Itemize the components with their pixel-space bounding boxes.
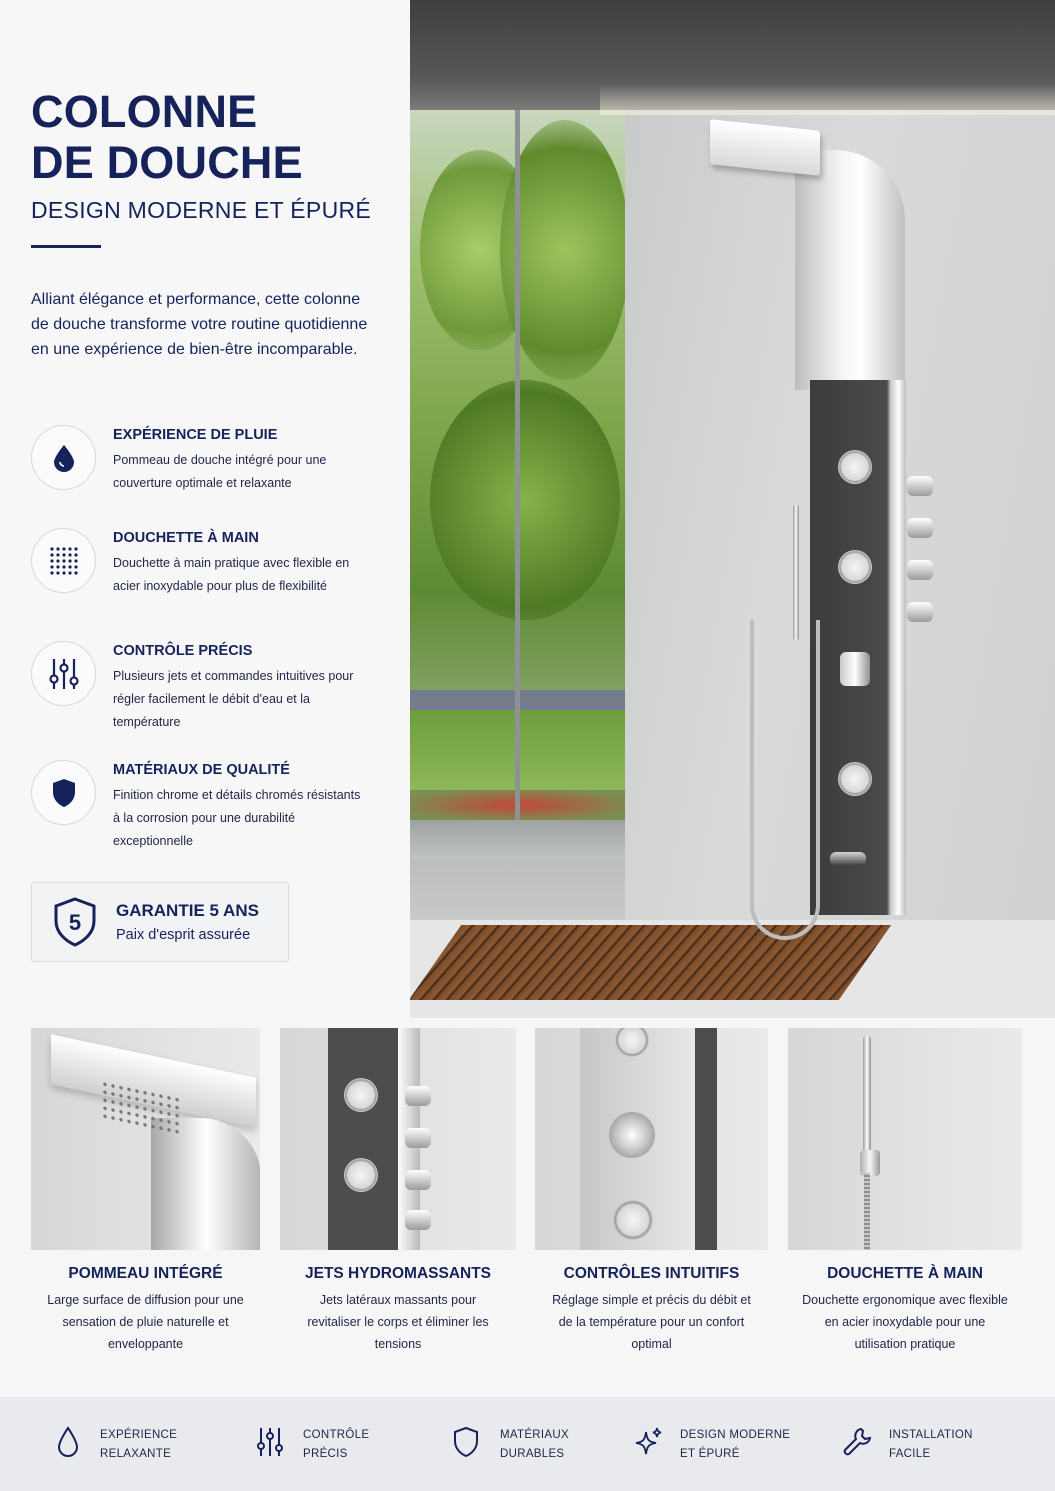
- shield-icon: [31, 760, 96, 825]
- footer-label-line2: ET ÉPURÉ: [680, 1448, 740, 1460]
- feature-description: Finition chrome et détails chromés résistants à la corrosion pour une durabilité exceptionnelle: [113, 788, 361, 848]
- shield-number-icon: [52, 897, 98, 952]
- footer-item-control: [256, 1424, 406, 1464]
- detail-card-jets: [280, 1028, 516, 1351]
- footer-label-line1: EXPÉRIENCE: [100, 1429, 178, 1441]
- detail-description: Large surface de diffusion pour une sensation de pluie naturelle et enveloppante: [47, 1293, 244, 1351]
- spout: [830, 852, 866, 866]
- massage-jet: [838, 550, 872, 584]
- feature-description: Pommeau de douche intégré pour une couverture optimale et relaxante: [113, 453, 327, 490]
- water-drop-icon: [56, 1426, 80, 1463]
- sliders-icon: [31, 641, 96, 706]
- detail-title: JETS HYDROMASSANTS: [304, 1265, 492, 1282]
- detail-card-headshower: [31, 1028, 260, 1351]
- feature-title: MATÉRIAUX DE QUALITÉ: [113, 762, 290, 778]
- footer-label-line2: DURABLES: [500, 1448, 565, 1460]
- feature-title: DOUCHETTE À MAIN: [113, 530, 259, 546]
- guarantee-title: GARANTIE 5 ANS: [116, 901, 259, 920]
- detail-card-controls: [535, 1028, 768, 1351]
- headshower-closeup: [31, 1028, 260, 1250]
- footer-label-line2: PRÉCIS: [303, 1448, 348, 1460]
- footer-item-design: [634, 1424, 804, 1464]
- handshower-closeup: [788, 1028, 1022, 1250]
- jets-closeup: [280, 1028, 516, 1250]
- controls-closeup: [535, 1028, 768, 1250]
- footer-item-installation: [842, 1424, 1012, 1464]
- feature-title: EXPÉRIENCE DE PLUIE: [113, 427, 278, 443]
- shower-panel-top: [795, 150, 905, 390]
- shower-hose: [750, 620, 820, 940]
- footer-item-relaxing: [56, 1424, 206, 1464]
- massage-jet: [838, 762, 872, 796]
- wrench-icon: [842, 1426, 872, 1463]
- sliders-icon: [256, 1426, 284, 1463]
- detail-description: Jets latéraux massants pour revitaliser le corps et éliminer les tensions: [307, 1293, 489, 1351]
- feature-title: CONTRÔLE PRÉCIS: [113, 643, 253, 659]
- feature-description: Douchette à main pratique avec flexible en acier inoxydable pour plus de flexibilité: [113, 556, 350, 593]
- footer-item-materials: [452, 1424, 602, 1464]
- intro-column: [0, 0, 410, 1018]
- page-title: [31, 86, 303, 188]
- intro-paragraph: Alliant élégance et performance, cette colonne de douche transforme votre routine quotidienne en une expérience de bien-être incomparable.: [31, 291, 368, 358]
- detail-description: Réglage simple et précis du débit et de la température pour un confort optimal: [552, 1293, 751, 1351]
- detail-title: DOUCHETTE À MAIN: [827, 1265, 983, 1282]
- footer-label-line2: RELAXANTE: [100, 1448, 172, 1460]
- page-subtitle: DESIGN MODERNE ET ÉPURÉ: [31, 197, 372, 223]
- water-drop-icon: [31, 425, 96, 490]
- hero-shower-image: [410, 0, 1055, 1018]
- footer-label-line1: DESIGN MODERNE: [680, 1429, 791, 1441]
- guarantee-badge: [31, 882, 289, 962]
- rain-grid-icon: [31, 528, 96, 593]
- title-line-2: DE DOUCHE: [31, 137, 303, 188]
- guarantee-subtitle: Paix d'esprit assurée: [116, 927, 251, 943]
- footer-benefits-bar: [0, 1397, 1055, 1491]
- footer-label-line1: CONTRÔLE: [303, 1429, 370, 1441]
- detail-description: Douchette ergonomique avec flexible en acier inoxydable pour une utilisation pratique: [802, 1293, 1008, 1351]
- footer-label-line1: MATÉRIAUX: [500, 1429, 569, 1441]
- detail-title: POMMEAU INTÉGRÉ: [68, 1265, 223, 1282]
- shield-icon: [452, 1426, 480, 1463]
- guarantee-number: 5: [68, 910, 82, 935]
- detail-card-handshower: [788, 1028, 1022, 1351]
- detail-title: CONTRÔLES INTUITIFS: [563, 1265, 740, 1282]
- footer-label-line1: INSTALLATION: [889, 1429, 973, 1441]
- control-knob: [840, 652, 870, 686]
- feature-description: Plusieurs jets et commandes intuitives pour régler facilement le débit d'eau et la température: [113, 669, 354, 729]
- massage-jet: [838, 450, 872, 484]
- footer-label-line2: FACILE: [889, 1448, 931, 1460]
- sparkle-icon: [634, 1426, 664, 1465]
- wooden-floor-mat: [410, 925, 891, 1000]
- title-line-1: COLONNE: [31, 86, 258, 137]
- title-divider: [31, 245, 101, 248]
